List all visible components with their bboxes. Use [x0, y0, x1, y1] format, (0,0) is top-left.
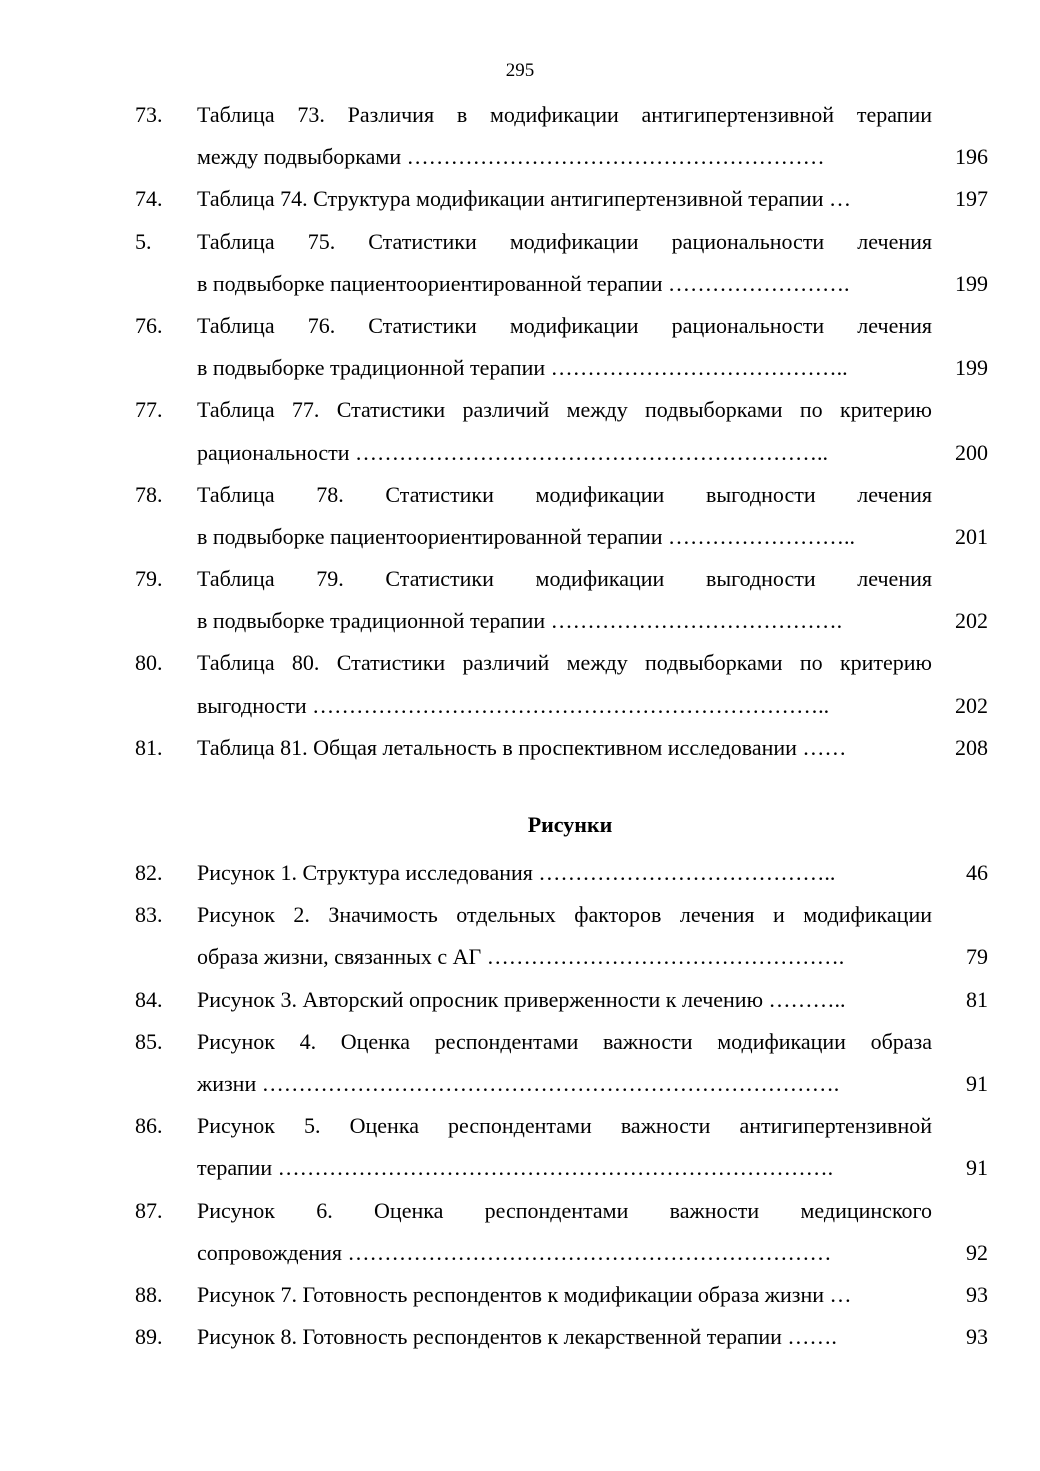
figures-list: [0, 852, 1040, 1358]
toc-entry-line: [0, 1063, 1040, 1105]
toc-entry-line: [0, 852, 1040, 894]
entry-page: 196: [955, 144, 988, 170]
entry-page: 199: [955, 270, 988, 296]
entry-page: 201: [955, 523, 988, 549]
entry-title: Рисунок 4. Оценка респондентами важности модификации образа: [197, 1028, 932, 1054]
entry-title-continued: рациональности ………………………………………………………..: [197, 439, 829, 465]
entry-title-continued: жизни …………………………………………………………………….: [197, 1070, 840, 1096]
toc-entry-line: [0, 432, 1040, 474]
entry-page: 81: [966, 986, 988, 1012]
page-number: 295: [505, 60, 535, 81]
entry-number: 84.: [135, 986, 163, 1012]
entry-title: Таблица 77. Статистики различий между подвыборками по критерию: [197, 397, 932, 423]
entry-title-continued: в подвыборке пациентоориентированной терапии …………………….: [197, 270, 850, 296]
toc-entry-line: [0, 936, 1040, 978]
entry-page: 46: [966, 860, 988, 885]
toc-entry-line: [0, 979, 1040, 1021]
entry-title-continued: образа жизни, связанных с АГ ………………………………………….: [197, 944, 845, 970]
entry-title-continued: выгодности ……………………………………………………………..: [197, 692, 830, 718]
toc-entry-line: [0, 1147, 1040, 1189]
toc-entry-line: [0, 1316, 1040, 1358]
toc-entry-line: [0, 305, 1040, 347]
toc-entry-line: [0, 1190, 1040, 1232]
entry-number: 86.: [135, 1113, 163, 1139]
entry-title: Рисунок 2. Значимость отдельных факторов лечения и модификации: [197, 902, 932, 928]
entry-title: Рисунок 7. Готовность респондентов к модификации образа жизни …: [197, 1281, 852, 1307]
toc-entry-line: [0, 1105, 1040, 1147]
entry-page: 202: [955, 608, 988, 634]
entry-page: 91: [966, 1155, 988, 1181]
entry-number: 76.: [135, 312, 163, 338]
entry-page: 208: [955, 734, 988, 760]
toc-entry-line: [0, 1232, 1040, 1274]
entry-number: 83.: [135, 902, 163, 928]
entry-title-continued: сопровождения …………………………………………………………: [197, 1239, 832, 1265]
toc-entry-line: [0, 94, 1040, 136]
figures-heading: Рисунки: [527, 812, 613, 837]
entry-page: 199: [955, 355, 988, 381]
entry-title: Таблица 75. Статистики модификации рациональности лечения: [197, 228, 932, 254]
entry-page: 93: [966, 1281, 988, 1307]
tables-list: [0, 94, 1040, 769]
entry-page: 91: [966, 1070, 988, 1096]
toc-entry-line: [0, 558, 1040, 600]
entry-title: Рисунок 3. Авторский опросник приверженности к лечению ………..: [197, 986, 846, 1012]
toc-entry-line: [0, 221, 1040, 263]
entry-number: 74.: [135, 186, 163, 212]
entry-page: 93: [966, 1324, 988, 1350]
entry-number: 89.: [135, 1324, 163, 1350]
entry-title: Таблица 74. Структура модификации антигипертензивной терапии …: [197, 186, 851, 212]
entry-title-continued: в подвыборке традиционной терапии …………………………………..: [197, 355, 848, 381]
entry-title: Таблица 81. Общая летальность в проспективном исследовании ……: [197, 734, 847, 760]
entry-title: Таблица 76. Статистики модификации рациональности лечения: [197, 312, 932, 338]
entry-number: 87.: [135, 1197, 163, 1223]
entry-title: Рисунок 1. Структура исследования …………………………………..: [197, 860, 836, 885]
entry-title-continued: между подвыборками …………………………………………………: [197, 144, 825, 170]
toc-entry-line: [0, 894, 1040, 936]
entry-number: 78.: [135, 481, 163, 507]
toc-entry-line: [0, 642, 1040, 684]
entry-number: 77.: [135, 397, 163, 423]
entry-title: Таблица 78. Статистики модификации выгодности лечения: [197, 481, 932, 507]
entry-title: Рисунок 5. Оценка респондентами важности антигипертензивной: [197, 1113, 932, 1139]
entry-page: 197: [955, 186, 988, 212]
entry-page: 200: [955, 439, 988, 465]
toc-entry-line: [0, 263, 1040, 305]
toc-entry-line: [0, 389, 1040, 431]
entry-number: 73.: [135, 102, 163, 127]
entry-title: Рисунок 8. Готовность респондентов к лекарственной терапии …….: [197, 1324, 837, 1350]
entry-title: Таблица 79. Статистики модификации выгодности лечения: [197, 566, 932, 592]
entry-page: 92: [966, 1239, 988, 1265]
entry-number: 5.: [135, 228, 152, 254]
entry-page: 202: [955, 692, 988, 718]
toc-entry-line: [0, 474, 1040, 516]
entry-title: Таблица 80. Статистики различий между подвыборками по критерию: [197, 650, 932, 676]
entry-page: 79: [966, 944, 988, 970]
entry-number: 81.: [135, 734, 163, 760]
toc-entry-line: [0, 347, 1040, 389]
toc-entry-line: [0, 1274, 1040, 1316]
toc-entry-line: [0, 600, 1040, 642]
entry-number: 88.: [135, 1281, 163, 1307]
entry-title-continued: терапии ………………………………………………………………….: [197, 1155, 834, 1181]
toc-entry-line: [0, 136, 1040, 178]
toc-entry-line: [0, 685, 1040, 727]
toc-entry-line: [0, 178, 1040, 220]
entry-title-continued: в подвыборке традиционной терапии ………………………………….: [197, 608, 843, 634]
toc-entry-line: [0, 516, 1040, 558]
toc-entry-line: [0, 1021, 1040, 1063]
entry-title-continued: в подвыборке пациентоориентированной терапии ……………………..: [197, 523, 855, 549]
entry-number: 80.: [135, 650, 163, 676]
entry-title: Таблица 73. Различия в модификации антигипертензивной терапии: [197, 102, 932, 127]
toc-entry-line: [0, 727, 1040, 769]
entry-number: 82.: [135, 860, 163, 885]
entry-title: Рисунок 6. Оценка респондентами важности медицинского: [197, 1197, 932, 1223]
entry-number: 85.: [135, 1028, 163, 1054]
entry-number: 79.: [135, 566, 163, 592]
